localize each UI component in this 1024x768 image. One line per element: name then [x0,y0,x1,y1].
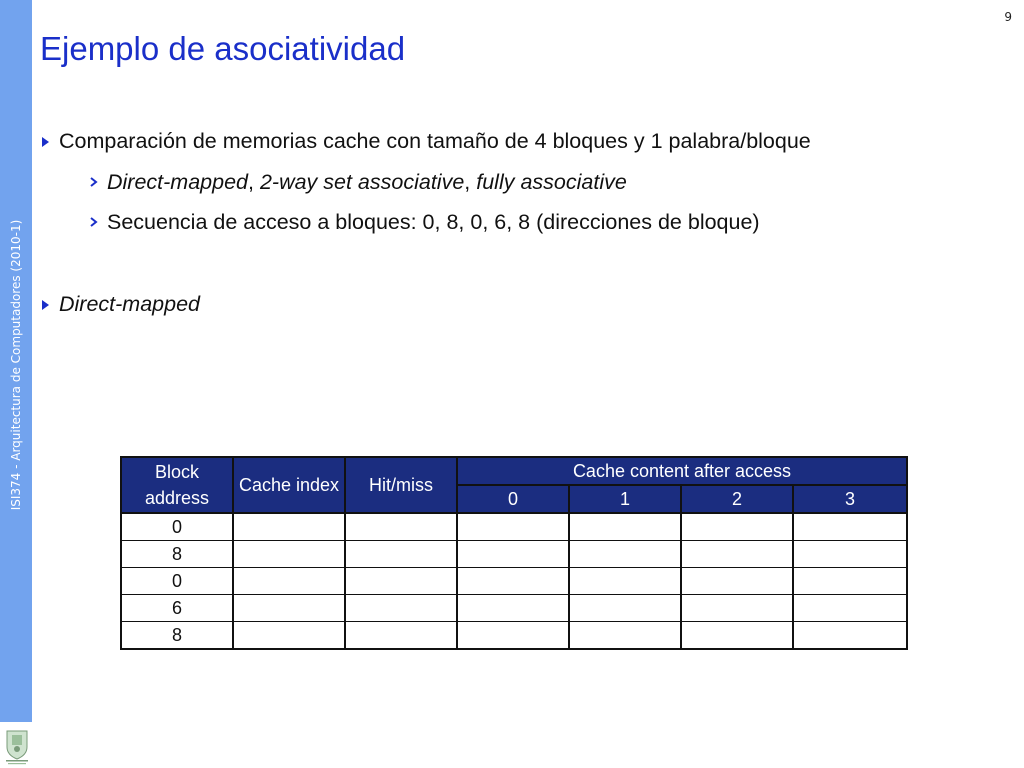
empty-cell [681,622,793,650]
empty-cell [345,595,457,622]
empty-cell [233,622,345,650]
empty-cell [345,513,457,541]
table-row [121,513,907,541]
sub-bullet-item [42,207,1017,237]
chevron-right-icon [90,177,98,187]
empty-cell [345,622,457,650]
table-row [121,541,907,568]
sub-bullet-item [42,167,1017,197]
empty-cell [793,622,907,650]
empty-cell [681,513,793,541]
table-row [121,568,907,595]
university-logo [3,727,31,765]
empty-cell [457,513,569,541]
block-address-cell: 6 [121,595,233,622]
sub-bullet-separator: , [464,170,477,194]
bullet-item [42,289,1017,319]
block-address-cell: 0 [121,513,233,541]
empty-cell [233,595,345,622]
header-cache-content: Cache content after access [457,457,907,485]
slide-title: Ejemplo de asociatividad [40,30,406,67]
empty-cell [457,595,569,622]
sidebar-course-label: ISI374 - Arquitectura de Computadores (2010-1) [9,219,23,511]
empty-cell [793,541,907,568]
empty-cell [345,568,457,595]
header-slot-1: 1 [569,485,681,513]
bullet-item [42,126,1017,156]
empty-cell [233,513,345,541]
page-number: 9 [1004,10,1012,24]
empty-cell [457,622,569,650]
header-hit-miss: Hit/miss [345,457,457,513]
cache-table [120,456,908,650]
sub-bullet-part: fully associative [476,170,627,194]
bullet-list [42,126,1017,319]
header-cache-index: Cache index [233,457,345,513]
empty-cell [793,513,907,541]
empty-cell [233,541,345,568]
block-address-cell: 8 [121,541,233,568]
sub-bullet-text: Secuencia de acceso a bloques: 0, 8, 0, 6, 8 (direcciones de bloque) [107,210,760,234]
header-slot-0: 0 [457,485,569,513]
header-slot-3: 3 [793,485,907,513]
empty-cell [569,541,681,568]
empty-cell [233,568,345,595]
empty-cell [793,595,907,622]
empty-cell [681,541,793,568]
bullet-text: Direct-mapped [59,292,200,316]
empty-cell [681,595,793,622]
table-row [121,595,907,622]
block-address-cell: 0 [121,568,233,595]
header-block-address: Block address [121,457,233,513]
empty-cell [681,568,793,595]
chevron-right-icon [90,217,98,227]
header-slot-2: 2 [681,485,793,513]
empty-cell [569,568,681,595]
bullet-triangle-icon [42,137,49,147]
empty-cell [457,568,569,595]
sub-bullet-part: 2-way set associative [259,170,465,194]
table-row [121,622,907,650]
block-address-cell: 8 [121,622,233,650]
sidebar [0,0,32,722]
empty-cell [793,568,907,595]
empty-cell [457,541,569,568]
sub-bullet-part: Direct-mapped [107,170,248,194]
sub-bullet-separator: , [248,170,260,194]
bullet-text: Comparación de memorias cache con tamaño de 4 bloques y 1 palabra/bloque [59,129,811,153]
empty-cell [345,541,457,568]
bullet-triangle-icon [42,300,49,310]
empty-cell [569,513,681,541]
empty-cell [569,595,681,622]
empty-cell [569,622,681,650]
